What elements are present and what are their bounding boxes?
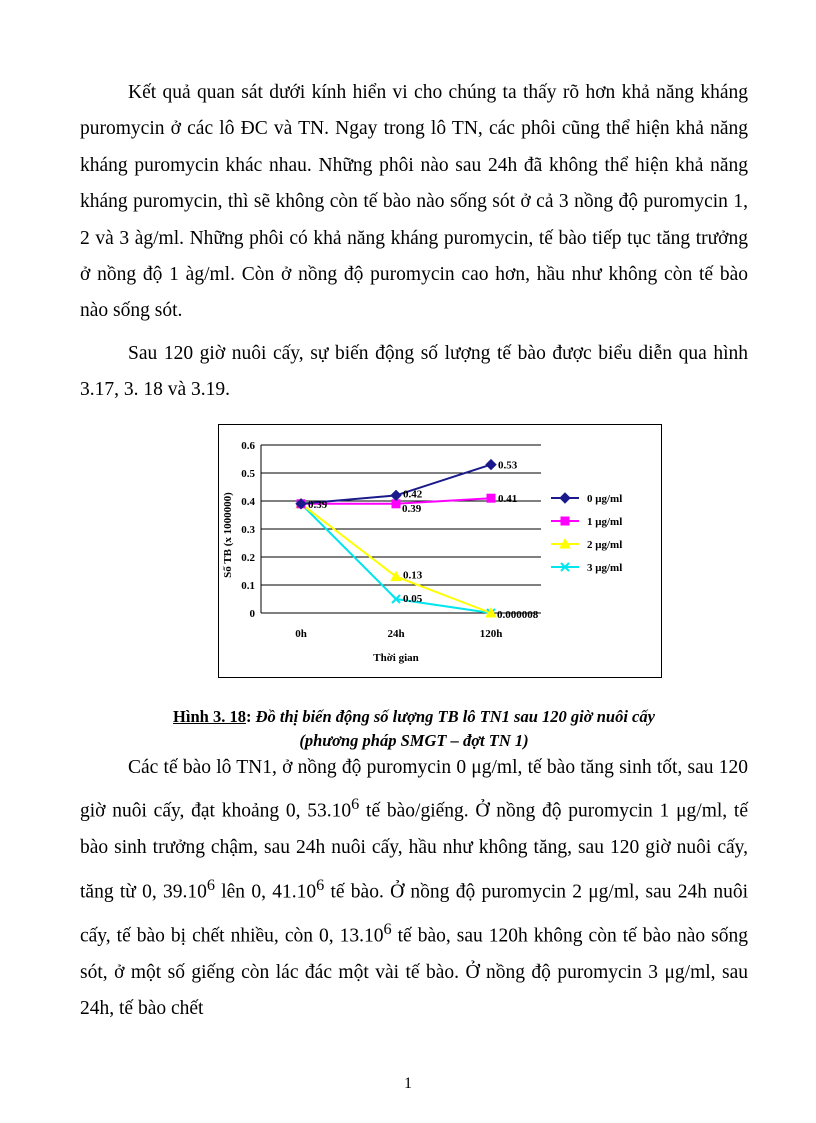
- y-tick-label: 0.2: [241, 552, 255, 564]
- figure-caption-line2: (phương pháp SMGT – đợt TN 1): [299, 731, 529, 750]
- paragraph-intro: Kết quả quan sát dưới kính hiển vi cho chúng ta thấy rõ hơn khả năng kháng puromycin ở các lô ĐC và TN. Ngay trong lô TN, các phôi cũng thể hiện khả năng kháng puromycin khác nhau. Những phôi nào sau 24h đã không thể hiện khả năng kháng puromycin, thì sẽ không còn tế bào nào sống sót ở cả 3 nồng độ puromycin 1, 2 và 3 àg/ml. Những phôi có khả năng kháng puromycin, tế bào tiếp tục tăng trưởng ở nồng độ 1 àg/ml. Còn ở nồng độ puromycin cao hơn, hầu như không còn tế bào nào sống sót.: [80, 82, 748, 322]
- results-text: tế bào/giếng. Ở nồng độ puromycin 1 μg/ml, tế bào sinh trưởng chậm, sau 24h nuôi cấy, hầu như không tăng, sau 120 giờ nuôi cấy, tăng từ 0, 39.10: [80, 800, 748, 903]
- y-tick-label: 0.5: [241, 468, 255, 480]
- y-axis-title: Số TB (x 1000000): [222, 492, 234, 578]
- series-line-2: [301, 504, 491, 613]
- data-point: [487, 494, 495, 502]
- results-text: Các tế bào lô TN1, ở nồng độ puromycin 0 μg/ml, tế bào tăng sinh tốt, sau 120 giờ nuôi cấy, đạt khoảng 0, 53.10: [80, 757, 748, 822]
- y-tick-label: 0.6: [241, 440, 255, 452]
- figure-title: Đồ thị biến động số lượng TB lô TN1 sau 120 giờ nuôi cấy: [255, 707, 655, 726]
- x-tick-label: 24h: [387, 628, 405, 640]
- series-line-3: [301, 504, 491, 613]
- figure-caption-line1: [80, 705, 748, 729]
- y-tick-label: 0.3: [241, 524, 255, 536]
- data-label: 0.13: [403, 569, 423, 582]
- data-point: [486, 460, 496, 470]
- legend-label: 2 μg/ml: [587, 539, 623, 551]
- legend-marker: [561, 517, 569, 525]
- data-label: 0.53: [498, 459, 518, 472]
- results-text: tế bào, sau 120h không còn tế bào nào sống sót, ở một số giếng còn lác đác một vài tế bào. Ở nồng độ puromycin 3 μg/ml, sau 24h, tế bào chết: [80, 925, 748, 1019]
- data-label: 0.42: [403, 488, 423, 501]
- data-label: 0.39: [308, 498, 328, 511]
- data-label: 0.000008: [497, 608, 539, 621]
- line-chart: [218, 424, 662, 678]
- page-number: 1: [404, 1075, 412, 1092]
- paragraph-figure-reference: Sau 120 giờ nuôi cấy, sự biến động số lượng tế bào được biểu diễn qua hình 3.17, 3. 18 và 3.19.: [80, 343, 748, 401]
- data-label: 0.05: [403, 593, 423, 605]
- legend-label: 3 μg/ml: [587, 562, 623, 574]
- figure-label: Hình 3. 18: [173, 707, 246, 726]
- data-label: 0.39: [402, 502, 422, 515]
- y-tick-label: 0: [249, 608, 255, 620]
- exponent: 6: [316, 875, 325, 894]
- legend-marker: [560, 493, 570, 503]
- data-label: 0.41: [498, 493, 518, 506]
- exponent: 6: [206, 875, 215, 894]
- exponent: 6: [351, 795, 360, 814]
- figure-caption-separator: :: [245, 707, 256, 726]
- exponent: 6: [383, 919, 392, 938]
- chart-canvas: [219, 425, 663, 679]
- y-tick-label: 0.1: [241, 580, 255, 592]
- results-text: lên 0, 41.10: [214, 881, 317, 903]
- results-text: tế bào. Ở nồng độ puromycin 2 μg/ml, sau 24h nuôi cấy, tế bào bị chết nhiều, còn 0, 13.10: [80, 881, 748, 947]
- x-axis-title: Thời gian: [373, 652, 419, 664]
- x-tick-label: 0h: [295, 628, 307, 640]
- y-tick-label: 0.4: [241, 496, 255, 508]
- legend-label: 1 μg/ml: [587, 516, 623, 528]
- legend-label: 0 μg/ml: [587, 493, 623, 505]
- x-tick-label: 120h: [479, 628, 503, 640]
- paragraph-results: [80, 750, 748, 1027]
- data-point: [391, 490, 401, 500]
